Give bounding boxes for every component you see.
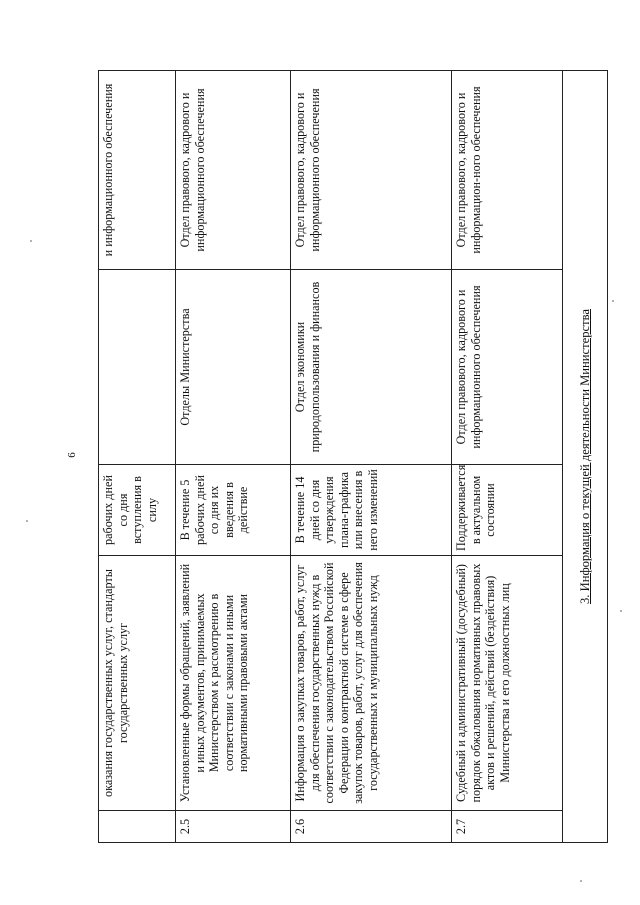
deadline-cell: В течение 5 рабочих дней со дня их введения в действие	[176, 465, 291, 556]
deadline-cell: рабочих дней со дня вступления в силу	[99, 465, 176, 556]
rotated-table-container	[98, 71, 593, 843]
scan-speck	[620, 610, 622, 612]
scan-speck	[612, 300, 614, 302]
page-number: 6	[66, 452, 78, 458]
deadline-cell: Поддерживается в актуальном состоянии	[452, 465, 563, 556]
responsible-cell	[99, 270, 176, 465]
responsible-cell: Отдел правового, кадрового и информационного обеспечения	[452, 270, 563, 465]
document-table-area	[98, 71, 593, 843]
info-name-cell: Судебный и административный (досудебный) порядок обжалования нормативных правовых актов и решений, действий (бездействия) Министерства и его должностных лиц	[452, 556, 563, 811]
info-name-cell: оказания государственных услуг, стандарты государственных услуг	[99, 556, 176, 811]
row-number-cell: 2.7	[452, 811, 563, 843]
deadline-cell: В течение 14 дней со дня утверждения плана-графика или внесения в него изменений	[291, 465, 452, 556]
table-row	[99, 71, 176, 843]
updater-cell: и информационного обеспечения	[99, 71, 176, 270]
scan-speck	[30, 240, 32, 242]
information-table	[98, 70, 608, 843]
row-number-cell: 2.6	[291, 811, 452, 843]
info-name-cell: Информация о закупках товаров, работ, услуг для обеспечения государственных нужд в соответствии с законодательством Российской Федерации о контрактной системе в сфере закупок товаров, работ, услуг для обеспечения государственных и муниципальных нужд	[291, 556, 452, 811]
updater-cell: Отдел правового, кадрового и информационного обеспечения	[291, 71, 452, 270]
table-row	[452, 71, 563, 843]
info-name-cell: Установленные формы обращений, заявлений и иных документов, принимаемых Министерством к рассмотрению в соответствии с законами и иными нормативными правовыми актами	[176, 556, 291, 811]
responsible-cell: Отдел экономики природопользования и финансов	[291, 270, 452, 465]
table-row	[176, 71, 291, 843]
table-row	[291, 71, 452, 843]
row-number-cell: 2.5	[176, 811, 291, 843]
responsible-cell: Отделы Министерства	[176, 270, 291, 465]
updater-cell: Отдел правового, кадрового и информацион-ного обеспечения	[452, 71, 563, 270]
scan-speck	[580, 880, 582, 882]
scan-speck	[26, 520, 28, 522]
section-heading: 3. Информация о текущей деятельности Министерства	[563, 71, 608, 843]
updater-cell: Отдел правового, кадрового и информационного обеспечения	[176, 71, 291, 270]
table-row	[563, 71, 608, 843]
row-number-cell	[99, 811, 176, 843]
